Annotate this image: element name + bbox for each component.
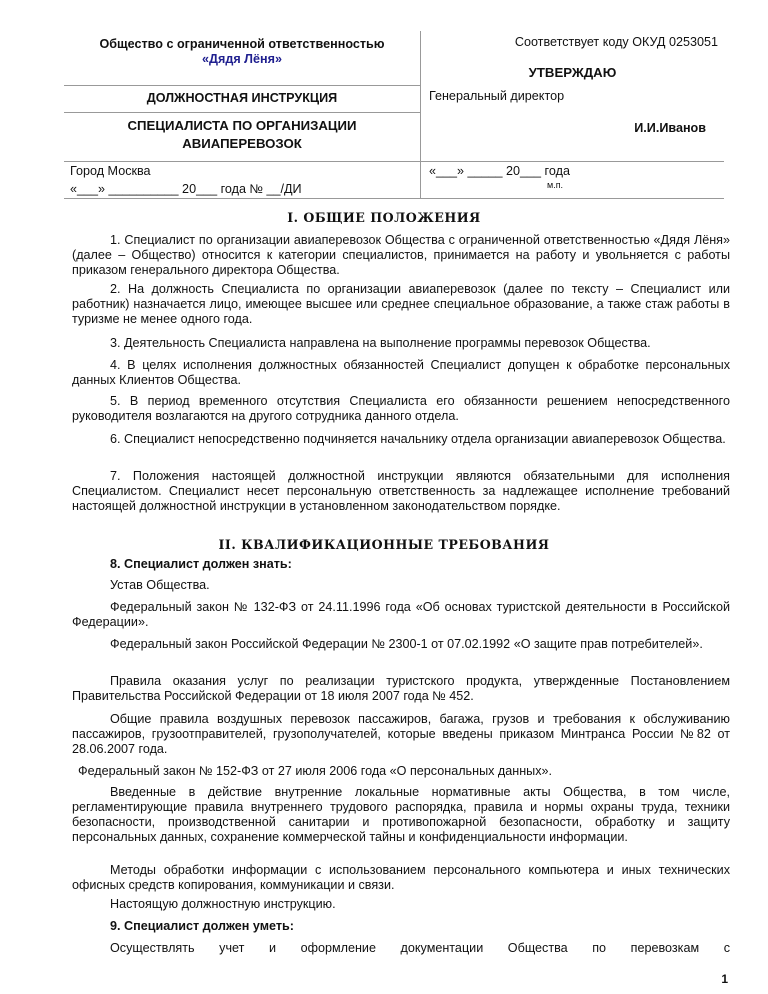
paragraph: 2. На должность Специалиста по организации авиаперевозок (далее по тексту – Специалист или работник) назначается лицо, имеющее высшее или среднее специальное образование, а также стаж работы в туризме не менее одного года.	[72, 282, 730, 326]
organization-name: «Дядя Лёня»	[202, 52, 282, 66]
paragraph: 6. Специалист непосредственно подчиняется начальнику отдела организации авиаперевозок Общества.	[110, 432, 726, 446]
table-divider	[64, 198, 724, 199]
position-title	[64, 113, 420, 161]
paragraph: Осуществлять учет и оформление документации Общества по перевозкам с	[110, 941, 730, 955]
organization-type: Общество с ограниченной ответственностью	[99, 37, 385, 51]
paragraph: Федеральный закон Российской Федерации № 2300-1 от 07.02.1992 «О защите прав потребителей».	[110, 637, 703, 651]
city: Город Москва	[70, 164, 151, 178]
city-date-cell	[64, 162, 420, 198]
stamp-placeholder: м.п.	[547, 180, 564, 190]
document-type: ДОЛЖНОСТНАЯ ИНСТРУКЦИЯ	[146, 91, 338, 105]
organization-cell	[64, 31, 420, 85]
paragraph: 3. Деятельность Специалиста направлена на выполнение программы перевозок Общества.	[110, 336, 651, 350]
page-number: 1	[721, 972, 728, 986]
header-table	[64, 31, 724, 199]
position-title-line: СПЕЦИАЛИСТА ПО ОРГАНИЗАЦИИ	[127, 118, 357, 133]
paragraph: Федеральный закон № 132-ФЗ от 24.11.1996 года «Об основах туристской деятельности в Российской Федерации».	[72, 600, 730, 629]
approval-date-cell	[421, 162, 724, 191]
paragraph: 7. Положения настоящей должностной инструкции являются обязательными для исполнения Специалистом. Специалист несет персональную ответственность за надлежащее исполнение требований настоящей должностной инструкции в установленном законодательством порядке.	[72, 469, 730, 513]
paragraph: Настоящую должностную инструкцию.	[110, 897, 336, 911]
paragraph: 5. В период временного отсутствия Специалиста его обязанности решением непосредственного руководителя возлагаются на другого сотрудника данного отдела.	[72, 394, 730, 423]
position-title-line: АВИАПЕРЕВОЗОК	[182, 136, 302, 151]
approve-heading: УТВЕРЖДАЮ	[528, 65, 617, 80]
approval-date: «___» _____ 20___ года	[429, 164, 570, 178]
section-title: I. ОБЩИЕ ПОЛОЖЕНИЯ	[287, 210, 481, 225]
section-title: II. КВАЛИФИКАЦИОННЫЕ ТРЕБОВАНИЯ	[218, 537, 550, 552]
paragraph: Общие правила воздушных перевозок пассажиров, багажа, грузов и требования к обслуживанию пассажиров, грузоотправителей, грузополучателей, которые введены приказом Минтранса России №82 от 28.06.2007 года.	[72, 712, 730, 756]
okud-code: Соответствует коду ОКУД 0253051	[514, 35, 718, 49]
subheading: 8. Специалист должен знать:	[110, 557, 292, 571]
paragraph: Устав Общества.	[110, 578, 210, 592]
paragraph: 1. Специалист по организации авиаперевозок Общества с ограниченной ответственностью «Дядя Лёня» (далее – Общество) относится к категории специалистов, принимается на работу и увольняется с работы приказом генерального директора Общества.	[72, 233, 730, 277]
paragraph: Введенные в действие внутренние локальные нормативные акты Общества, в том числе, регламентирующие правила внутреннего трудового распорядка, правила и нормы охраны труда, техники безопасности, производственной санитарии и противопожарной безопасности, обработку и защиту персональных данных, сохранение коммерческой тайны и конфиденциальности информации.	[72, 785, 730, 844]
paragraph: Методы обработки информации с использованием персонального компьютера и иных технических офисных средств копирования, коммуникации и связи.	[72, 863, 730, 892]
document-date-number: «___» __________ 20___ года № __/ДИ	[70, 182, 302, 196]
director-name: И.И.Иванов	[634, 121, 706, 135]
paragraph: Федеральный закон № 152-ФЗ от 27 июля 2006 года «О персональных данных».	[78, 764, 553, 778]
paragraph: 4. В целях исполнения должностных обязанностей Специалист допущен к обработке персональных данных Клиентов Общества.	[72, 358, 730, 387]
director-title: Генеральный директор	[429, 89, 565, 103]
paragraph: Правила оказания услуг по реализации туристского продукта, утвержденные Постановлением Правительства Российской Федерации от 18 июля 2007 года № 452.	[72, 674, 730, 703]
subheading: 9. Специалист должен уметь:	[110, 919, 294, 933]
